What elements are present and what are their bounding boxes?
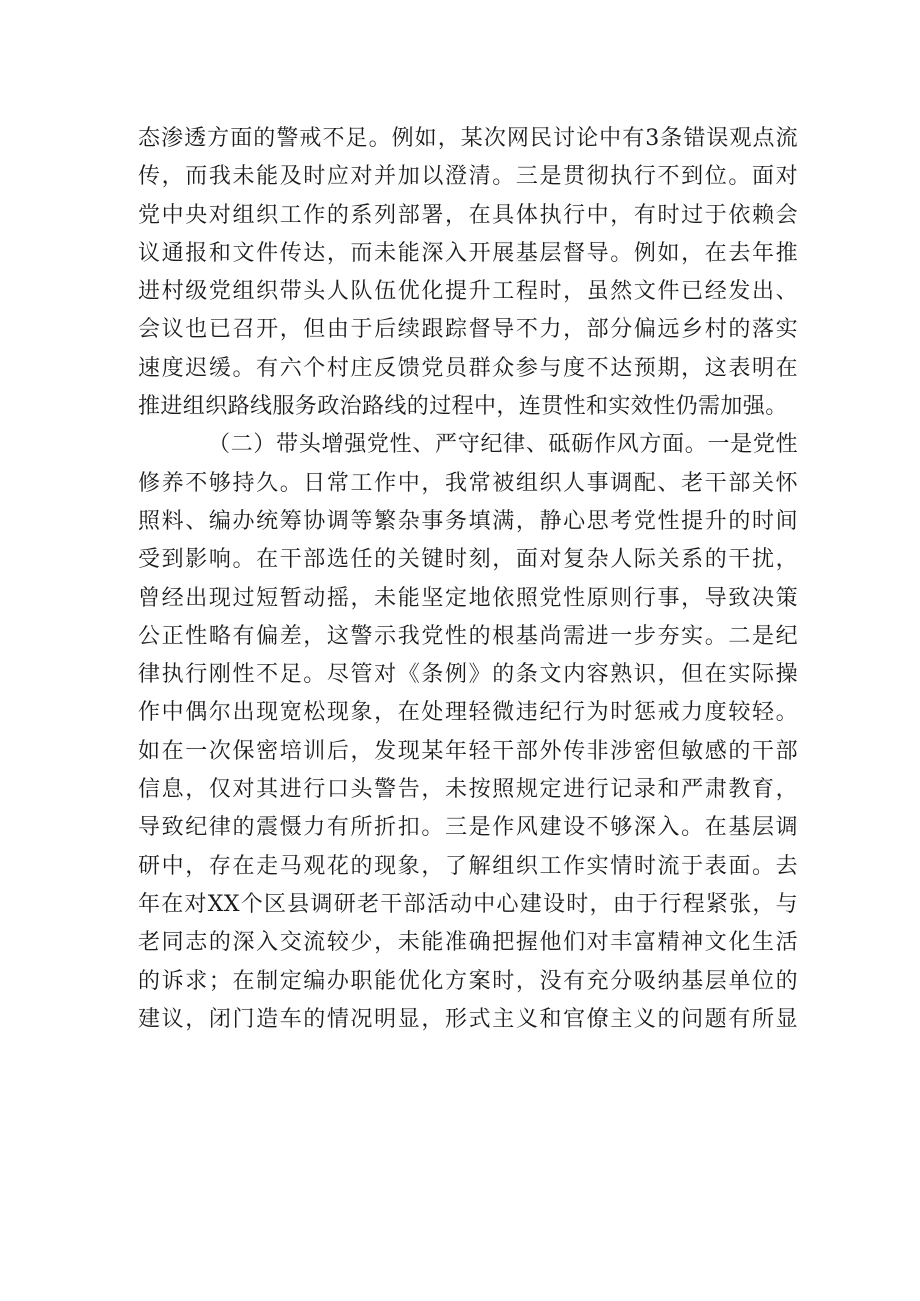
text-line: 老同志的深入交流较少，未能准确把握他们对丰富精神文化生活: [138, 930, 798, 956]
text-line: 建议，闭门造车的情况明显，形式主义和官僚主义的问题有所显: [138, 1006, 798, 1032]
text-line: 党中央对组织工作的系列部署，在具体执行中，有时过于依赖会: [138, 202, 798, 228]
text-line: 修养不够持久。日常工作中，我常被组织人事调配、老干部关怀: [138, 470, 798, 496]
text-line: 议通报和文件传达，而未能深入开展基层督导。例如，在去年推: [138, 240, 798, 266]
document-body: [138, 120, 798, 1039]
text-line: 会议也已召开，但由于后续跟踪督导不力，部分偏远乡村的落实: [138, 317, 798, 343]
text-line: 态渗透方面的警戒不足。例如，某次网民讨论中有3条错误观点流: [138, 126, 798, 151]
text-line: 的诉求；在制定编办职能优化方案时，没有充分吸纳基层单位的: [138, 968, 798, 994]
text-line: 受到影响。在干部选任的关键时刻，面对复杂人际关系的干扰，: [138, 547, 798, 573]
text-line: 年在对XX个区县调研老干部活动中心建设时，由于行程紧张，与: [138, 891, 798, 917]
text-line: 推进组织路线服务政治路线的过程中，连贯性和实效性仍需加强。: [138, 394, 788, 420]
text-line: 曾经出现过短暂动摇，未能坚定地依照党性原则行事，导致决策: [138, 585, 798, 611]
text-line: 律执行刚性不足。尽管对《条例》的条文内容熟识，但在实际操: [138, 662, 798, 688]
text-line: 进村级党组织带头人队伍优化提升工程时，虽然文件已经发出、: [138, 279, 798, 305]
text-line: 信息，仅对其进行口头警告，未按照规定进行记录和严肃教育，: [138, 777, 798, 803]
text-line: 研中，存在走马观花的现象，了解组织工作实情时流于表面。去: [138, 853, 798, 879]
text-line: 作中偶尔出现宽松现象，在处理轻微违纪行为时惩戒力度较轻。: [138, 700, 798, 726]
text-line: 如在一次保密培训后，发现某年轻干部外传非涉密但敏感的干部: [138, 738, 798, 764]
text-line: 公正性略有偏差，这警示我党性的根基尚需进一步夯实。二是纪: [138, 623, 798, 649]
text-line: 导致纪律的震慑力有所折扣。三是作风建设不够深入。在基层调: [138, 815, 798, 841]
text-line: 速度迟缓。有六个村庄反馈党员群众参与度不达预期，这表明在: [138, 355, 798, 381]
text-line: 传，而我未能及时应对并加以澄清。三是贯彻执行不到位。面对: [138, 164, 798, 190]
section-heading-line: （二）带头增强党性、严守纪律、砥砺作风方面。一是党性: [208, 432, 798, 458]
text-line: 照料、编办统筹协调等繁杂事务填满，静心思考党性提升的时间: [138, 508, 798, 534]
